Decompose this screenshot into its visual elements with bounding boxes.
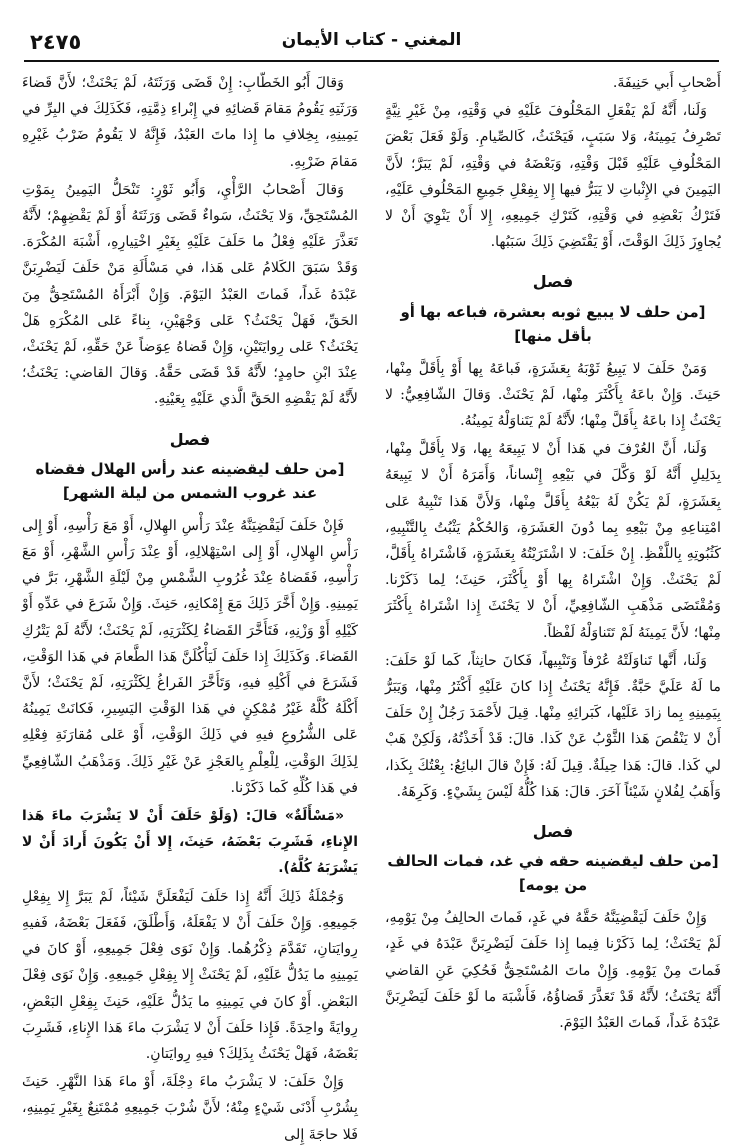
paragraph: وَإِنْ حَلَفَ لَيَقْضِيَنَّهُ حَقَّهُ في غَدٍ، فَماتَ الحالِفُ مِنْ يَوْمِهِ، لَمْ يَحْنَثْ؛ لِما ذَكَرْنا فِيما إِذا حَلَفَ لَيَضْرِبَنَّ عَبْدَهُ في غَدٍ، فَماتَ مِنْ يَوْمِهِ. وَإِنْ ماتَ المُسْتَحِقُّ فَحُكِيَ عَنِ القاضي أَنَّهُ يَحْنَثُ؛ لأَنَّهُ قَدْ تَعَذَّرَ قَضاؤُهُ، فَأَشْبَهَ ما لَوْ حَلَفَ لَيَضْرِبَنَّ عَبْدَهُ غَداً، فَماتَ العَبْدُ اليَوْمَ.: [385, 910, 721, 1032]
section-label: فصل: [532, 272, 574, 292]
right-column: [385, 70, 721, 1086]
page-header: [24, 26, 719, 62]
paragraph: وَجُمْلَةُ ذَلِكَ أَنَّهُ إِذا حَلَفَ لَيَفْعَلَنَّ شَيْئاً، لَمْ يَبَرَّ إِلا بِفِعْلِ جَمِيعِهِ. وَإِنْ حَلَفَ أَنْ لا يَفْعَلَهُ، وَأَطْلَقَ، فَفَعَلَ بَعْضَهُ، فَفيهِ رِوايَتانِ، تَقَدَّمَ ذِكْرُهُما. وَإِنْ نَوَى فِعْلَ جَمِيعِهِ، أَوْ كانَ في يَمِينِهِ ما يَدُلُّ عَلَيْهِ، لَمْ يَحْنَثْ إِلا بِفِعْلِ جَمِيعِهِ. وَإِنْ نَوَى فِعْلَ البَعْضِ. أَوْ كانَ في يَمِينِهِ ما يَدُلُّ عَلَيْهِ، حَنِثَ بِفِعْلِ البَعْضِ، رِوايَةً واحِدَةً. فَإِذا حَلَفَ أَنْ لا يَشْرَبَ ماءَ هَذا الإِناءِ، فَشَرِبَ بَعْضَهُ، فَهَلْ يَحْنَثُ بِذَلِكَ؟ فيهِ رِوايَتانِ.: [22, 888, 358, 1062]
section-label: فصل: [532, 822, 574, 842]
section-label: فصل: [169, 429, 211, 449]
issue-heading: «مَسْأَلَةٌ» قالَ: (وَلَوْ حَلَفَ أَنْ لا يَشْرَبَ ماءَ هَذا الإِناءِ، فَشَرِبَ بَعْضَهُ، حَنِثَ، إِلا أَنْ يَكُونَ أَرادَ أَنْ لا يَشْرَبَهُ كُلَّهُ).: [22, 808, 358, 877]
paragraph: أَصْحابِ أَبي حَنِيفَةَ.: [612, 75, 721, 91]
paragraph: وَلَنا، أَنَّها تَناوَلَتْهُ عُرْفاً وَتَنْبِيهاً، فَكانَ حانِثاً، كَما لَوْ حَلَفَ: ما لَهُ عَلَيَّ حَبَّةٌ. فَإِنَّهُ يَحْنَثُ إِذا كانَ عَلَيْهِ أَكْثَرُ مِنْها، وَيَبَرُّ بِيَمِينِهِ بِما زادَ عَلَيْها، كَبَرائِهِ مِنْها. قِيلَ لأَحْمَدَ رَجُلٌ إِنْ حَلَفَ أَنْ لا يَنْقُصَ هَذا الثَّوْبُ عَنْ كَذا. قالَ: قَدْ أَخَذْتُهُ، وَلَكِنْ هَبْ لي كَذا. قالَ: هَذا حِيلَةٌ. قِيلَ لَهُ: فَإِنْ قالَ البائِعُ: بِعْتُكَ بِكَذا، وَأَهَبُ لِفُلانٍ شَيْئاً آخَرَ. قالَ: هَذا كُلُّهُ لَيْسَ بِشَيْءٍ. وَكَرِهَهُ.: [385, 652, 721, 800]
paragraph: وَقالَ أَصْحابُ الرَّأْيِ، وَأَبُو ثَوْرٍ: تَنْحَلُّ اليَمِينُ بِمَوْتِ المُسْتَحِقِّ، وَلا يَحْنَثُ، سَواءٌ قَضَى وَرَثَتَهُ أَوْ لَمْ يَقْضِهِمْ؛ لأَنَّهُ تَعَذَّرَ عَلَيْهِ فِعْلُ ما حَلَفَ عَلَيْهِ بِغَيْرِ اخْتِيارِهِ، أَشْبَهَ المُكْرَهَ. وَقَدْ سَبَقَ الكَلامُ عَلى هَذا، في مَسْأَلَةِ مَنْ حَلَفَ لَيَضْرِبَنَّ عَبْدَهُ غَداً، فَماتَ العَبْدُ اليَوْمَ. وَإِنْ أَبْرَأَهُ المُسْتَحِقُّ مِنَ الحَقِّ، فَهَلْ يَحْنَثُ؟ عَلى وَجْهَيْنِ، بِناءً عَلى المُكْرَهِ هَلْ يَحْنَثُ؟ عَلى رِوايَتَيْنِ، وَإِنْ قَضاهُ عِوَضاً عَنْ حَقِّهِ، لَمْ يَحْنَثْ، عِنْدَ ابْنِ حامِدٍ؛ لأَنَّهُ قَدْ قَضَى حَقَّهُ. وَقالَ القاضي: يَحْنَثُ؛ لأَنَّهُ لَمْ يَقْضِهِ الحَقَّ الَّذي عَلَيْهِ بِعَيْنِهِ.: [22, 181, 358, 408]
left-column: [22, 70, 358, 1143]
book-title: المغني - كتاب الأيمان: [281, 30, 462, 50]
page-number: ٢٤٧٥: [30, 30, 82, 54]
paragraph: وَلَنا، أَنَّهُ لَمْ يَفْعَلِ المَحْلُوفَ عَلَيْهِ في وَقْتِهِ، مِنْ غَيْرِ نِيَّةٍ تَصْرِفُ يَمِينَهُ، وَلا سَبَبٍ، فَيَحْنَثُ، كَالصِّيامِ. وَلَوْ فَعَلَ بَعْضَ المَحْلُوفِ عَلَيْهِ قَبْلَ وَقْتِهِ، وَبَعْضَهُ في وَقْتِهِ، لَمْ يَبَرَّ؛ لأَنَّ اليَمِينَ في الإِثْباتِ لا يَبَرُّ فيها إِلا بِفِعْلِ جَمِيعِ المَحْلُوفِ عَلَيْهِ، فَتَرْكُ بَعْضِهِ في وَقْتِهِ، كَتَرْكِ جَمِيعِهِ، إِلا أَنْ يَنْوِيَ أَنْ لا يُجاوِزَ ذَلِكَ الوَقْتَ، أَوْ يَقْتَضِيَ ذَلِكَ سَبَبُها.: [385, 103, 721, 251]
paragraph: وَلَنا، أَنَّ العُرْفَ في هَذا أَنْ لا يَبِيعَهُ بِها، وَلا بِأَقَلَّ مِنْها، بِدَلِيلِ أَنَّهُ لَوْ وَكَّلَ في بَيْعِهِ إِنْساناً، وَأَمَرَهُ أَنْ لا يَبِيعَهُ بِعَشَرَةٍ، لَمْ يَكُنْ لَهُ بَيْعُهُ بِأَقَلَّ مِنْها، وَلأَنَّ هَذا تَنْبِيهٌ عَلى امْتِناعِهِ مِنْ بَيْعِهِ بِما دُونَ العَشَرَةِ، وَالحُكْمُ يَثْبُتُ بِالتَّنْبِيهِ، كَثُبُوتِهِ بِاللَّفْظِ. إِنْ حَلَفَ: لا اشْتَرَيْتُهُ بِعَشَرَةٍ، فَاشْتَراهُ بِأَقَلَّ، لَمْ يَحْنَثْ. وَإِنْ اشْتَراهُ بِها أَوْ بِأَكْثَرَ، حَنِثَ؛ لِما ذَكَرْنا. وَمُقْتَضَى مَذْهَبِ الشّافِعِيِّ، أَنْ لا يَحْنَثَ إِذا اشْتَراهُ بِأَكْثَرَ مِنْها؛ لأَنَّ يَمِينَهُ لَمْ تَتَناوَلْهُ لَفْظاً.: [385, 441, 721, 641]
paragraph: وَإِنْ حَلَفَ: لا يَشْرَبُ ماءَ دِجْلَةَ، أَوْ ماءَ هَذا النَّهْرِ. حَنِثَ بِشُرْبِ أَدْنَى شَيْءٍ مِنْهُ؛ لأَنَّ شُرْبَ جَمِيعِهِ مُمْتَنِعٌ بِغَيْرِ يَمِينِهِ، فَلا حاجَةَ إِلى: [22, 1074, 358, 1143]
paragraph: وَقالَ أَبُو الخَطّابِ: إِنْ قَضَى وَرَثَتَهُ، لَمْ يَحْنَثْ؛ لأَنَّ قَضاءَ وَرَثَتِهِ يَقُومُ مَقامَ قَضائِهِ في إِبْراءِ ذِمَّتِهِ، فَكَذَلِكَ في البِرِّ في يَمِينِهِ، بِخِلافِ ما إِذا ماتَ العَبْدُ، فَإِنَّهُ لا يَقُومُ ضَرْبُ غَيْرِهِ مَقامَ ضَرْبِهِ.: [22, 75, 358, 170]
paragraph: فَإِنْ حَلَفَ لَيَقْضِيَنَّهُ عِنْدَ رَأْسِ الهِلالِ، أَوْ مَعَ رَأْسِهِ، أَوْ إِلى رَأْسِ الهِلالِ، أَوْ إِلى اسْتِهْلالِهِ، أَوْ عِنْدَ رَأْسِ الشَّهْرِ، أَوْ مَعَ رَأْسِهِ، فَقَضاهُ عِنْدَ غُرُوبِ الشَّمْسِ مِنْ لَيْلَةِ الشَّهْرِ، بَرَّ في يَمِينِهِ. وَإِنْ أَخَّرَ ذَلِكَ مَعَ إِمْكانِهِ، حَنِثَ. وَإِنْ شَرَعَ في عَدِّهِ أَوْ كَيْلِهِ أَوْ وَزْنِهِ، فَتَأَخَّرَ القَضاءُ لِكَثْرَتِهِ، لَمْ يَحْنَثْ؛ لأَنَّهُ لَمْ يَتْرُكِ القَضاءَ. وَكَذَلِكَ إِذا حَلَفَ لَيَأْكُلَنَّ هَذا الطَّعامَ في هَذا الوَقْتِ، فَشَرَعَ في أَكْلِهِ فيهِ، وَتَأَخَّرَ الفَراغُ لِكَثْرَتِهِ، لَمْ يَحْنَثْ؛ لأَنَّ أَكْلَهُ كُلَّهُ غَيْرُ مُمْكِنٍ في هَذا الوَقْتِ اليَسِيرِ، فَكانَتْ يَمِينُهُ عَلى الشُّرُوعِ فيهِ في ذَلِكَ الوَقْتِ، أَوْ عَلى مُقارَنَةِ فِعْلِهِ لِذَلِكَ الوَقْتِ، لِلْعِلْمِ بِالعَجْزِ عَنْ غَيْرِ ذَلِكَ. وَمَذْهَبُ الشّافِعِيِّ في هَذا كُلِّهِ كَما ذَكَرْنا.: [22, 517, 358, 796]
section-title: [من حلف ليقضينه حقه في غد، فمات الحالف من يومه]: [387, 852, 719, 895]
section-title: [من حلف لا يبيع ثوبه بعشرة، فباعه بها أو بأقل منها]: [400, 302, 706, 345]
section-title: [من حلف ليقضينه عند رأس الهلال فقضاه عند غروب الشمس من ليلة الشهر]: [35, 459, 345, 502]
paragraph: وَمَنْ حَلَفَ لا يَبِيعُ ثَوْبَهُ بِعَشَرَةٍ، فَباعَهُ بِها أَوْ بِأَقَلَّ مِنْها، حَنِثَ. وَإِنْ باعَهُ بِأَكْثَرَ مِنْها، لَمْ يَحْنَثْ. وَقالَ الشّافِعِيُّ: لا يَحْنَثُ إِذا باعَهُ بِأَقَلَّ مِنْها؛ لأَنَّهُ لَمْ يَتَناوَلْهُ يَمِينُهُ.: [385, 360, 721, 430]
